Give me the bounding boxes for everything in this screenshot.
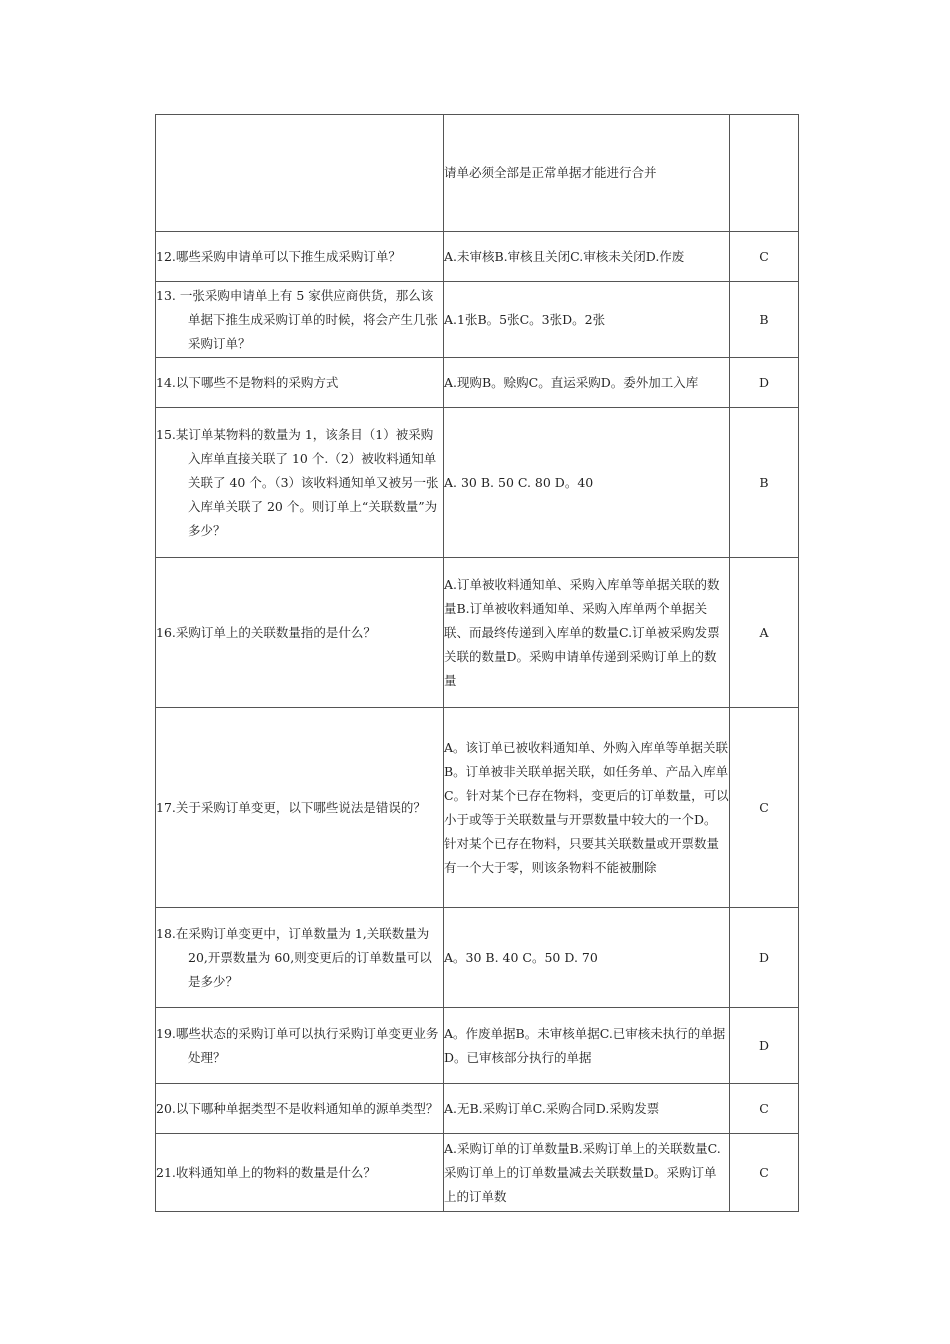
options-cell: 请单必须全部是正常单据才能进行合并 — [444, 115, 730, 232]
options-cell: A. 30 B. 50 C. 80 D。40 — [444, 408, 730, 558]
question-cell — [156, 1008, 444, 1084]
question-cell — [156, 282, 444, 358]
options-cell: A。作废单据B。未审核单据C.已审核未执行的单据D。已审核部分执行的单据 — [444, 1008, 730, 1084]
table-row — [156, 282, 799, 358]
question-cell — [156, 358, 444, 408]
table-row — [156, 1134, 799, 1212]
answer-cell: C — [730, 1084, 799, 1134]
answer-cell: D — [730, 908, 799, 1008]
question-text: 18.在采购订单变更中，订单数量为 1,关联数量为 20,开票数量为 60,则变更后的订单数量可以是多少？ — [156, 925, 432, 989]
table-row — [156, 232, 799, 282]
table-row — [156, 908, 799, 1008]
table-row — [156, 408, 799, 558]
table-row — [156, 708, 799, 908]
question-cell — [156, 408, 444, 558]
answer-cell: B — [730, 282, 799, 358]
answer-cell: D — [730, 1008, 799, 1084]
options-cell: A。该订单已被收料通知单、外购入库单等单据关联B。订单被非关联单据关联，如任务单、产品入库单C。针对某个已存在物料，变更后的订单数量，可以小于或等于关联数量与开票数量中较大的一个D。针对某个已存在物料，只要其关联数量或开票数量有一个大于零，则该条物料不能被删除 — [444, 708, 730, 908]
options-cell: A.1张B。5张C。3张D。2张 — [444, 282, 730, 358]
answer-cell: A — [730, 558, 799, 708]
table-row — [156, 358, 799, 408]
question-text: 20.以下哪种单据类型不是收料通知单的源单类型？ — [156, 1100, 439, 1116]
options-cell: A.无B.采购订单C.采购合同D.采购发票 — [444, 1084, 730, 1134]
table-row — [156, 115, 799, 232]
question-text: 16.采购订单上的关联数量指的是什么？ — [156, 624, 376, 640]
question-text: 12.哪些采购申请单可以下推生成采购订单？ — [156, 248, 401, 264]
table-row — [156, 558, 799, 708]
answer-cell: C — [730, 708, 799, 908]
question-cell — [156, 1134, 444, 1212]
options-cell: A。30 B. 40 C。50 D. 70 — [444, 908, 730, 1008]
question-text: 19.哪些状态的采购订单可以执行采购订单变更业务处理？ — [156, 1025, 439, 1065]
question-cell — [156, 115, 444, 232]
answer-cell: C — [730, 1134, 799, 1212]
table-row — [156, 1084, 799, 1134]
options-cell: A.未审核B.审核且关闭C.审核未关闭D.作废 — [444, 232, 730, 282]
question-cell — [156, 232, 444, 282]
question-cell — [156, 908, 444, 1008]
options-cell: A.采购订单的订单数量B.采购订单上的关联数量C.采购订单上的订单数量减去关联数量D。采购订单上的订单数 — [444, 1134, 730, 1212]
answer-cell: D — [730, 358, 799, 408]
question-text: 17.关于采购订单变更，以下哪些说法是错误的？ — [156, 799, 426, 815]
question-text: 13. 一张采购申请单上有 5 家供应商供货，那么该单据下推生成采购订单的时候，将会产生几张采购订单？ — [156, 287, 439, 351]
question-text: 15.某订单某物料的数量为 1，该条目（1）被采购入库单直接关联了 10 个.（2）被收料通知单关联了 40 个。（3）该收料通知单又被另一张入库单关联了 20 个。则订单上“关联数量”为多少？ — [156, 426, 439, 538]
question-cell — [156, 558, 444, 708]
answer-cell — [730, 115, 799, 232]
options-cell: A.现购B。赊购C。直运采购D。委外加工入库 — [444, 358, 730, 408]
answer-cell: C — [730, 232, 799, 282]
options-cell: A.订单被收料通知单、采购入库单等单据关联的数量B.订单被收料通知单、采购入库单两个单据关联、而最终传递到入库单的数量C.订单被采购发票关联的数量D。采购申请单传递到采购订单上的数量 — [444, 558, 730, 708]
question-text: 14.以下哪些不是物料的采购方式 — [156, 374, 339, 390]
question-cell — [156, 1084, 444, 1134]
question-cell — [156, 708, 444, 908]
table-row — [156, 1008, 799, 1084]
question-text: 21.收料通知单上的物料的数量是什么？ — [156, 1164, 376, 1180]
question-table — [155, 114, 799, 1212]
answer-cell: B — [730, 408, 799, 558]
